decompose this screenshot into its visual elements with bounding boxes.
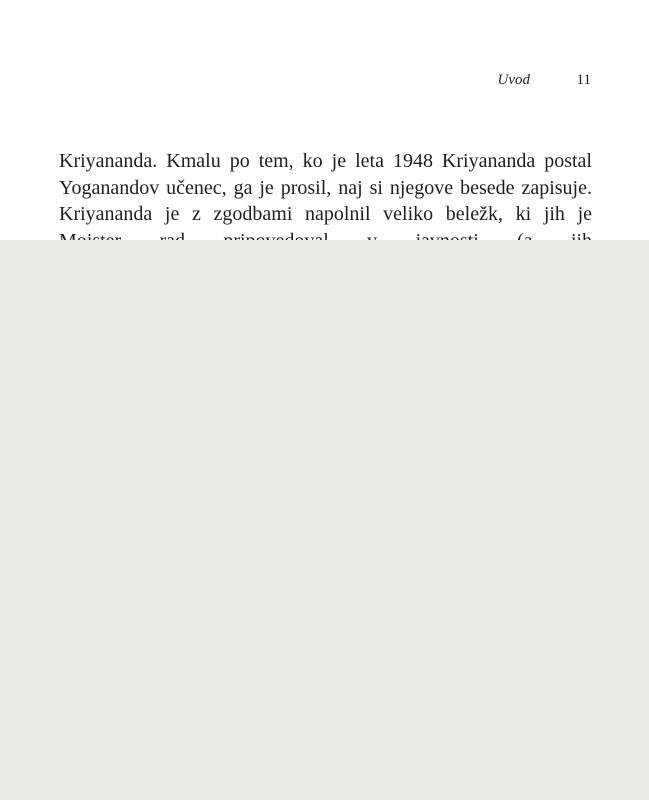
text-line: Kriyananda. Kmalu po tem, ko je leta 1948 Kriyananda postal xyxy=(59,150,592,172)
body-text xyxy=(59,148,592,240)
page-header xyxy=(0,70,649,90)
overlay-panel xyxy=(0,240,649,800)
page-number: 11 xyxy=(576,72,591,88)
text-line: Yoganandov učenec, ga je prosil, naj si njegove besede zapisuje. xyxy=(59,176,592,199)
text-line: Kriyananda je z zgodbami napolnil veliko beležk, ki jih je xyxy=(59,203,592,226)
running-title: Uvod xyxy=(497,72,530,88)
